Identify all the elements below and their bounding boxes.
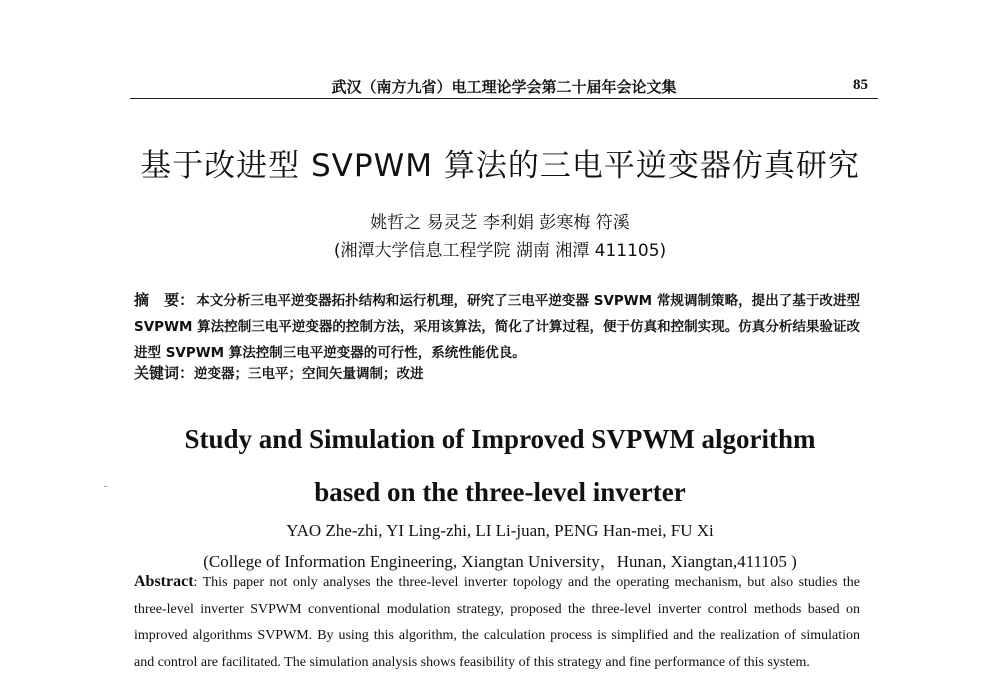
english-authors: YAO Zhe-zhi, YI Ling-zhi, LI Li-juan, PENG Han-mei, FU Xi — [286, 521, 714, 540]
english-title-line-1: Study and Simulation of Improved SVPWM algorithm — [184, 424, 816, 454]
scan-mark — [104, 486, 107, 487]
chinese-keywords — [134, 362, 860, 383]
chinese-title: 基于改进型 SVPWM 算法的三电平逆变器仿真研究 — [140, 148, 860, 184]
running-header — [130, 74, 878, 99]
page-number: 85 — [853, 77, 868, 93]
chinese-abstract — [134, 287, 860, 366]
chinese-abstract-text: 本文分析三电平逆变器拓扑结构和运行机理，研究了三电平逆变器 SVPWM 常规调制策略，提出了基于改进型 SVPWM 算法控制三电平逆变器的控制方法，采用该算法，简化了计算过程，便于仿真和控制实现。仿真分析结果验证改进型 SVPWM 算法控制三电平逆变器的可行性，系统性能优良。 — [134, 293, 860, 361]
english-title-line-2: based on the three-level inverter — [314, 477, 686, 507]
chinese-abstract-label: 摘 要： — [134, 291, 195, 309]
journal-title: 武汉（南方九省）电工理论学会第二十届年会论文集 — [331, 78, 677, 96]
english-abstract-text: : This paper not only analyses the three-level inverter topology and the operating mechanism, but also studies the three-level inverter SVPWM conventional modulation strategy, proposed the three-level inverter control methods based on improved algorithms SVPWM. By using this algorithm, the calculation process is simplified and the realization of simulation and control are facilitated. The simulation analysis shows feasibility of this strategy and fine performance of this system. — [134, 575, 860, 670]
chinese-affiliation: (湘潭大学信息工程学院 湖南 湘潭 411105) — [333, 241, 667, 261]
chinese-keywords-label: 关键词： — [134, 364, 195, 382]
chinese-keywords-text: 逆变器；三电平；空间矢量调制；改进 — [194, 366, 424, 382]
english-abstract — [134, 569, 860, 676]
english-affiliation: (College of Information Engineering, Xiangtan University，Hunan, Xiangtan,411105 ) — [203, 552, 797, 571]
english-abstract-label: Abstract — [134, 573, 194, 590]
chinese-authors: 姚哲之 易灵芝 李利娟 彭寒梅 符溪 — [370, 213, 630, 233]
